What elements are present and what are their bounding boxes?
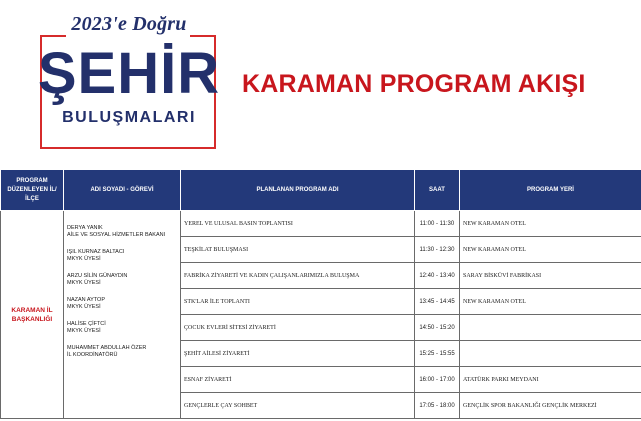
program-name-cell: ESNAF ZİYARETİ — [181, 367, 415, 393]
time-cell: 15:25 - 15:55 — [415, 341, 460, 367]
program-name-cell: YEREL VE ULUSAL BASIN TOPLANTISI — [181, 211, 415, 237]
person-role: İL KOORDİNATÖRÜ — [67, 352, 118, 358]
logo-sub-text: BULUŞMALARI — [62, 109, 196, 126]
location-cell: ATATÜRK PARKI MEYDANI — [460, 367, 641, 393]
time-cell: 17:05 - 18:00 — [415, 393, 460, 419]
people-cell — [64, 211, 181, 419]
person-entry — [67, 321, 177, 335]
person-role: MKYK ÜYESİ — [67, 280, 101, 286]
person-name: ARZU SİLİN GÜNAYDIN — [67, 273, 128, 279]
location-cell: NEW KARAMAN OTEL — [460, 289, 641, 315]
person-entry — [67, 297, 177, 311]
program-name-cell: ÇOCUK EVLERİ SİTESİ ZİYARETİ — [181, 315, 415, 341]
person-name: MUHAMMET ABDULLAH ÖZER — [67, 345, 147, 351]
header-program: PLANLANAN PROGRAM ADI — [181, 170, 415, 211]
location-cell: NEW KARAMAN OTEL — [460, 211, 641, 237]
person-entry — [67, 273, 177, 287]
program-name-cell: TEŞKİLAT BULUŞMASI — [181, 237, 415, 263]
table-row — [1, 211, 641, 237]
location-cell: GENÇLİK SPOR BAKANLIĞI GENÇLİK MERKEZİ — [460, 393, 641, 419]
time-cell: 12:40 - 13:40 — [415, 263, 460, 289]
location-cell: SARAY BİSKÜVİ FABRİKASI — [460, 263, 641, 289]
time-cell: 13:45 - 14:45 — [415, 289, 460, 315]
program-name-cell: STK'LAR İLE TOPLANTI — [181, 289, 415, 315]
logo-frame-top-right — [190, 35, 216, 37]
time-cell: 16:00 - 17:00 — [415, 367, 460, 393]
person-entry — [67, 249, 177, 263]
organizer-cell: KARAMAN İL BAŞKANLIĞI — [1, 211, 64, 419]
logo-year-text: 2023'e Doğru — [71, 13, 187, 35]
header-location: PROGRAM YERİ — [460, 170, 641, 211]
person-role: MKYK ÜYESİ — [67, 256, 101, 262]
location-cell: NEW KARAMAN OTEL — [460, 237, 641, 263]
sehir-bulusmalari-logo — [34, 13, 224, 148]
person-name: HALİSE ÇİFTCİ — [67, 321, 106, 327]
table-header-row — [1, 170, 641, 211]
person-name: IŞIL KURNAZ BALTACI — [67, 249, 125, 255]
time-cell: 11:00 - 11:30 — [415, 211, 460, 237]
person-entry — [67, 345, 177, 359]
logo-frame-top-left — [40, 35, 66, 37]
page-title: KARAMAN PROGRAM AKIŞI — [242, 70, 586, 98]
person-role: MKYK ÜYESİ — [67, 328, 101, 334]
person-name: NAZAN AYTOP — [67, 297, 106, 303]
time-cell: 14:50 - 15:20 — [415, 315, 460, 341]
person-role: AİLE VE SOSYAL HİZMETLER BAKANI — [67, 232, 166, 238]
person-name: DERYA YANIK — [67, 225, 103, 231]
header-name-role: ADI SOYADI - GÖREVİ — [64, 170, 181, 211]
person-entry — [67, 225, 177, 239]
program-table — [0, 169, 641, 419]
header-organizer: PROGRAM DÜZENLEYEN İL/İLÇE — [1, 170, 64, 211]
header-time: SAAT — [415, 170, 460, 211]
location-cell — [460, 315, 641, 341]
program-name-cell: FABRİKA ZİYARETİ VE KADIN ÇALIŞANLARIMIZLA BULUŞMA — [181, 263, 415, 289]
time-cell: 11:30 - 12:30 — [415, 237, 460, 263]
program-name-cell: GENÇLERLE ÇAY SOHBET — [181, 393, 415, 419]
location-cell — [460, 341, 641, 367]
person-role: MKYK ÜYESİ — [67, 304, 101, 310]
logo-main-text: ŞEHİR — [37, 41, 221, 106]
program-name-cell: ŞEHİT AİLESİ ZİYARETİ — [181, 341, 415, 367]
